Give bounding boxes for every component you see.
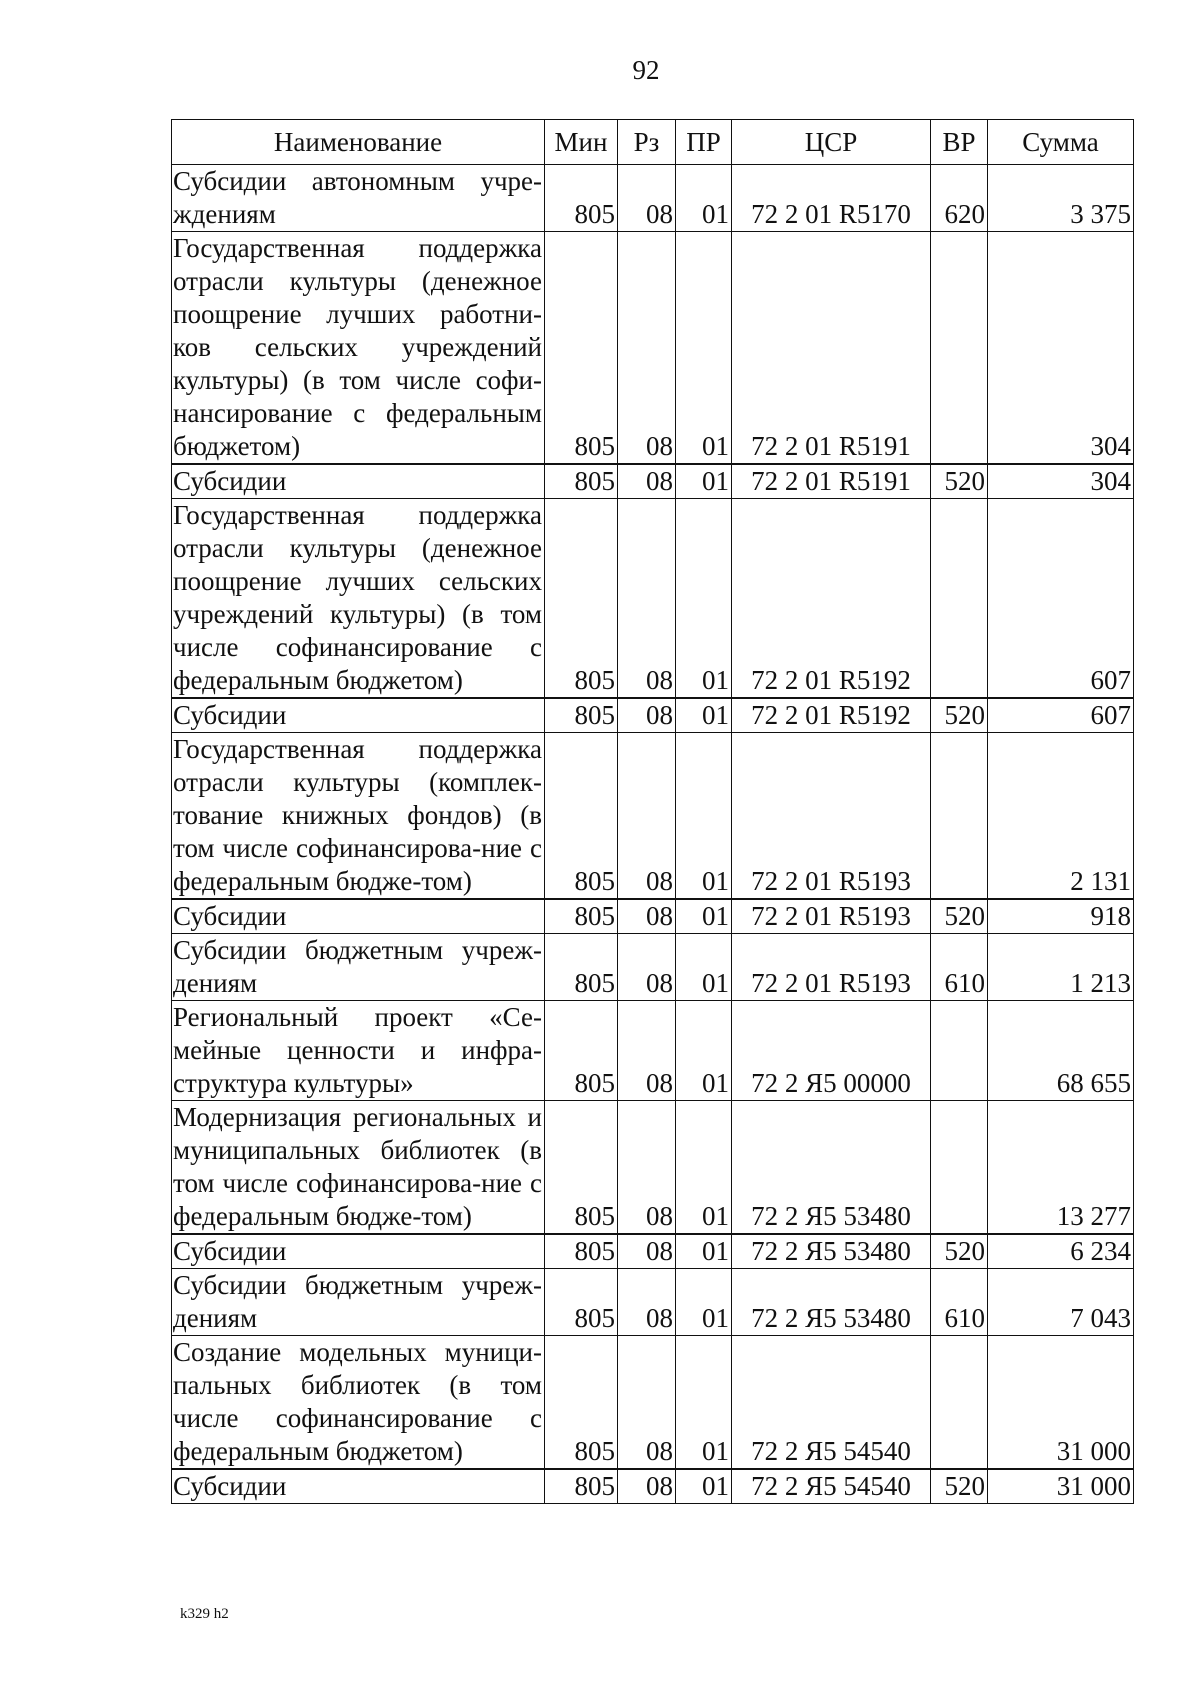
cell-csr: 72 2 01 R5192	[732, 698, 931, 733]
footer-document-code: k329 h2	[180, 1606, 229, 1622]
cell-csr: 72 2 01 R5193	[732, 934, 931, 1001]
cell-min: 805	[545, 1336, 618, 1470]
cell-pr: 01	[676, 1336, 732, 1470]
cell-name: Региональный проект «Се-мейные ценности и инфра-структура культуры»	[172, 1001, 545, 1101]
cell-sum: 68 655	[988, 1001, 1134, 1101]
cell-pr: 01	[676, 1101, 732, 1235]
cell-rz: 08	[618, 1269, 676, 1336]
cell-name: Субсидии	[172, 1234, 545, 1269]
table-row	[172, 698, 1134, 733]
cell-pr: 01	[676, 899, 732, 934]
cell-name: Субсидии автономным учре-ждениям	[172, 165, 545, 232]
cell-vr: 520	[931, 1234, 988, 1269]
cell-csr: 72 2 01 R5170	[732, 165, 931, 232]
cell-sum: 918	[988, 899, 1134, 934]
cell-min: 805	[545, 1001, 618, 1101]
cell-csr: 72 2 01 R5193	[732, 733, 931, 900]
cell-csr: 72 2 Я5 53480	[732, 1234, 931, 1269]
cell-sum: 304	[988, 464, 1134, 499]
cell-min: 805	[545, 1469, 618, 1504]
cell-csr: 72 2 01 R5193	[732, 899, 931, 934]
cell-min: 805	[545, 1234, 618, 1269]
header-csr: ЦСР	[732, 120, 931, 165]
cell-min: 805	[545, 698, 618, 733]
cell-min: 805	[545, 934, 618, 1001]
cell-vr: 610	[931, 934, 988, 1001]
cell-name: Субсидии	[172, 1469, 545, 1504]
cell-rz: 08	[618, 464, 676, 499]
cell-rz: 08	[618, 899, 676, 934]
cell-name: Государственная поддержка отрасли культуры (денежное поощрение лучших работни-ков сельских учреждений культуры) (в том числе софи-нансирование с федеральным бюджетом)	[172, 232, 545, 465]
cell-pr: 01	[676, 1234, 732, 1269]
cell-sum: 2 131	[988, 733, 1134, 900]
cell-pr: 01	[676, 1001, 732, 1101]
cell-vr: 620	[931, 165, 988, 232]
table-row	[172, 1336, 1134, 1470]
header-vr: ВР	[931, 120, 988, 165]
table-row	[172, 934, 1134, 1001]
cell-rz: 08	[618, 1001, 676, 1101]
cell-vr: 610	[931, 1269, 988, 1336]
cell-sum: 3 375	[988, 165, 1134, 232]
page-number: 92	[632, 55, 660, 85]
budget-table	[171, 119, 1134, 1504]
cell-pr: 01	[676, 165, 732, 232]
cell-min: 805	[545, 165, 618, 232]
table-row	[172, 899, 1134, 934]
cell-vr	[931, 232, 988, 465]
cell-name: Государственная поддержка отрасли культуры (комплек-тование книжных фондов) (в том числе софинансирова-ние с федеральным бюдже-том)	[172, 733, 545, 900]
table-row	[172, 232, 1134, 465]
cell-rz: 08	[618, 1234, 676, 1269]
header-name: Наименование	[172, 120, 545, 165]
cell-vr	[931, 499, 988, 699]
cell-sum: 13 277	[988, 1101, 1134, 1235]
cell-min: 805	[545, 899, 618, 934]
cell-pr: 01	[676, 1469, 732, 1504]
cell-name: Создание модельных муници-пальных библиотек (в том числе софинансирование с федеральным бюджетом)	[172, 1336, 545, 1470]
cell-rz: 08	[618, 165, 676, 232]
cell-rz: 08	[618, 733, 676, 900]
cell-pr: 01	[676, 733, 732, 900]
cell-csr: 72 2 Я5 00000	[732, 1001, 931, 1101]
cell-vr	[931, 1336, 988, 1470]
cell-sum: 607	[988, 698, 1134, 733]
cell-min: 805	[545, 232, 618, 465]
cell-sum: 31 000	[988, 1469, 1134, 1504]
cell-rz: 08	[618, 1336, 676, 1470]
cell-name: Субсидии бюджетным учреж-дениям	[172, 934, 545, 1001]
cell-sum: 6 234	[988, 1234, 1134, 1269]
cell-pr: 01	[676, 232, 732, 465]
cell-rz: 08	[618, 934, 676, 1001]
cell-rz: 08	[618, 1469, 676, 1504]
cell-csr: 72 2 01 R5191	[732, 232, 931, 465]
cell-min: 805	[545, 1101, 618, 1235]
table-row	[172, 1101, 1134, 1235]
table-row	[172, 1234, 1134, 1269]
header-sum: Сумма	[988, 120, 1134, 165]
table-row	[172, 1001, 1134, 1101]
cell-name: Субсидии	[172, 899, 545, 934]
cell-pr: 01	[676, 1269, 732, 1336]
cell-vr: 520	[931, 464, 988, 499]
table-row	[172, 499, 1134, 699]
cell-csr: 72 2 Я5 53480	[732, 1269, 931, 1336]
cell-name: Модернизация региональных и муниципальных библиотек (в том числе софинансирова-ние с федеральным бюдже-том)	[172, 1101, 545, 1235]
cell-csr: 72 2 Я5 53480	[732, 1101, 931, 1235]
cell-name: Субсидии бюджетным учреж-дениям	[172, 1269, 545, 1336]
cell-vr: 520	[931, 899, 988, 934]
cell-sum: 31 000	[988, 1336, 1134, 1470]
cell-sum: 7 043	[988, 1269, 1134, 1336]
cell-sum: 607	[988, 499, 1134, 699]
header-min: Мин	[545, 120, 618, 165]
cell-csr: 72 2 Я5 54540	[732, 1336, 931, 1470]
cell-name: Государственная поддержка отрасли культуры (денежное поощрение лучших сельских учреждений культуры) (в том числе софинансирование с федеральным бюджетом)	[172, 499, 545, 699]
cell-min: 805	[545, 499, 618, 699]
cell-min: 805	[545, 1269, 618, 1336]
header-rz: Рз	[618, 120, 676, 165]
table-row	[172, 464, 1134, 499]
table-row	[172, 1269, 1134, 1336]
cell-vr: 520	[931, 698, 988, 733]
cell-min: 805	[545, 733, 618, 900]
table-row	[172, 733, 1134, 900]
cell-pr: 01	[676, 499, 732, 699]
table-row	[172, 1469, 1134, 1504]
cell-vr	[931, 733, 988, 900]
cell-csr: 72 2 01 R5191	[732, 464, 931, 499]
cell-vr: 520	[931, 1469, 988, 1504]
cell-vr	[931, 1101, 988, 1235]
cell-pr: 01	[676, 464, 732, 499]
cell-sum: 304	[988, 232, 1134, 465]
cell-csr: 72 2 01 R5192	[732, 499, 931, 699]
table-header-row	[172, 120, 1134, 165]
cell-rz: 08	[618, 698, 676, 733]
cell-sum: 1 213	[988, 934, 1134, 1001]
cell-rz: 08	[618, 232, 676, 465]
cell-csr: 72 2 Я5 54540	[732, 1469, 931, 1504]
cell-min: 805	[545, 464, 618, 499]
cell-pr: 01	[676, 698, 732, 733]
cell-name: Субсидии	[172, 698, 545, 733]
table-row	[172, 165, 1134, 232]
header-pr: ПР	[676, 120, 732, 165]
cell-pr: 01	[676, 934, 732, 1001]
cell-rz: 08	[618, 499, 676, 699]
cell-rz: 08	[618, 1101, 676, 1235]
cell-vr	[931, 1001, 988, 1101]
cell-name: Субсидии	[172, 464, 545, 499]
